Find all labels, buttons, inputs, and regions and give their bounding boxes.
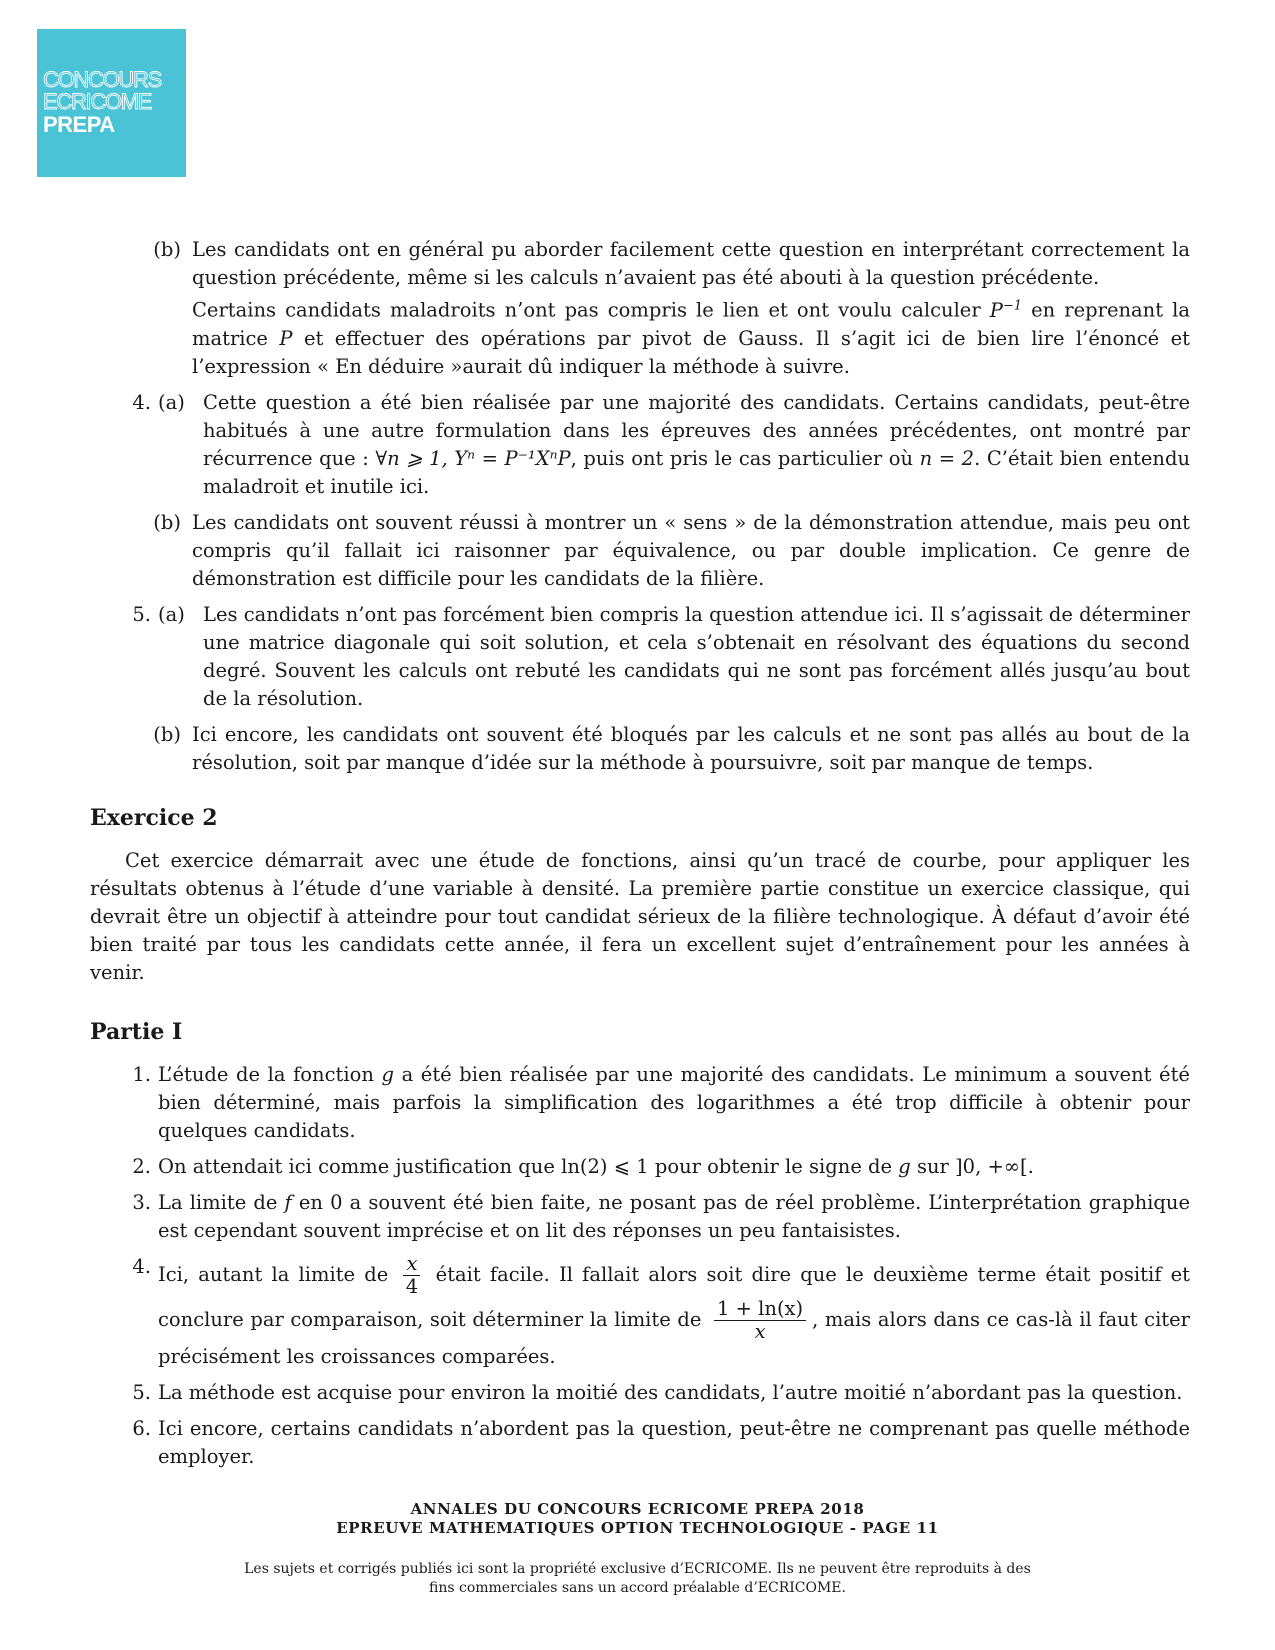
item-number: 4.	[132, 1254, 151, 1278]
item-number: 5.	[132, 1380, 151, 1404]
item-text: Ici encore, les candidats ont souvent été bloqués par les calculs et ne sont pas allés au bout de la résolution, soit par manque d’idée sur la méthode à poursuivre, soit par manque de temps.	[192, 722, 1190, 774]
math-p: P	[279, 326, 293, 350]
page-footer-title: ANNALES DU CONCOURS ECRICOME PREPA 2018 EPREUVE MATHEMATIQUES OPTION TECHNOLOGIQUE - PAGE 11	[336, 1500, 939, 1537]
math-recurrence: ∀n ⩾ 1, Yⁿ = P⁻¹XⁿP	[375, 446, 571, 470]
partie1-item-1: 1. L’étude de la fonction g a été bien réalisée par une majorité des candidats. Le minimum a souvent été bien déterminé, mais parfois la simplification des logarithmes a été trop difficile à obtenir pour quelques candidats.	[90, 1061, 1190, 1145]
question-3b: (b) Les candidats ont en général pu aborder facilement cette question en interprétant correctement la question précédente, même si les calculs n’avaient pas été abouti à la question précédente. Certains candidats maladroits n’ont pas compris le lien et ont voulu calculer $P^{-1}$ en reprenant la matrice P et effectuer des opérations par pivot de Gauss. Il s’agit ici de bien lire l’énoncé et l’expression « En déduire »aurait dû indiquer la méthode à suivre.	[90, 236, 1190, 381]
item-number: 5.	[132, 602, 151, 626]
logo-line-concours: CONCOURS	[43, 67, 161, 92]
logo-line-ecricome: ECRICOME	[43, 89, 152, 114]
item-label: (a)	[158, 390, 185, 414]
item-number: 4.	[132, 390, 151, 414]
partie1-item-2: 2. On attendait ici comme justification que ln(2) ⩽ 1 pour obtenir le signe de g sur ]0, +∞[.	[90, 1153, 1190, 1181]
item-label: (b)	[153, 238, 181, 261]
fraction-x-over-4: $\frac{x}{4}$	[403, 1253, 420, 1298]
exercice-2-intro: Cet exercice démarrait avec une étude de fonctions, ainsi qu’un tracé de courbe, pour appliquer les résultats obtenus à l’étude d’une variable à densité. La première partie constitue un exercice classique, qui devrait être un objectif à atteindre pour tout candidat sérieux de la filière technologique. À défaut d’avoir été bien traité par tous les candidats cette année, il fera un excellent sujet d’entraînement pour les années à venir.	[90, 848, 1190, 984]
item-number: 3.	[132, 1190, 151, 1214]
question-4b	[90, 509, 1190, 593]
item-label: (a)	[158, 602, 185, 626]
question-5a	[90, 601, 1190, 713]
fraction-ln: $\frac{1 + \ln(x)}{x}$	[714, 1298, 806, 1343]
partie1-item-4: 4. Ici, autant la limite de $\frac{x}{4}$ était facile. Il fallait alors soit dire que le deuxième terme était positif et conclure par comparaison, soit déterminer la limite de $\frac{1 + \ln(x)}{x}$ , mais alors dans ce cas-là il faut citer précisément les croissances comparées.	[90, 1253, 1190, 1371]
math-n2: n = 2	[919, 446, 975, 470]
item-label: (b)	[153, 722, 181, 746]
ecricome-logo	[37, 29, 186, 177]
logo-line-prepa: PREPA	[43, 112, 115, 137]
item-number: 2.	[132, 1154, 151, 1178]
page-footer-copyright: Les sujets et corrigés publiés ici sont la propriété exclusive d’ECRICOME. Ils ne peuvent être reproduits à des fins commerciales sans un accord préalable d’ECRICOME.	[244, 1561, 1031, 1596]
partie1-item-3: 3. La limite de f en 0 a souvent été bien faite, ne posant pas de réel problème. L’interprétation graphique est cependant souvent imprécise et on lit des réponses un peu fantaisistes.	[90, 1189, 1190, 1245]
item-text: Les candidats ont souvent réussi à montrer un « sens » de la démonstration attendue, mais peu ont compris qu’il fallait ici raisonner par équivalence, ou par double implication. Ce genre de démonstration est difficile pour les candidats de la filière.	[192, 510, 1190, 590]
math-p-inverse: $P^{-1}$	[989, 298, 1023, 322]
item-number: 1.	[132, 1062, 151, 1086]
item-text: Les candidats ont en général pu aborder facilement cette question en interprétant correctement la question précédente, même si les calculs n’avaient pas été abouti à la question précédente.	[192, 238, 1190, 289]
partie1-item-5: 5. La méthode est acquise pour environ la moitié des candidats, l’autre moitié n’abordant pas la question.	[90, 1379, 1190, 1407]
section-title-exercice-2: Exercice 2	[90, 804, 218, 831]
question-4a: 4. (a) Cette question a été bien réalisée par une majorité des candidats. Certains candidats, peut-être habitués à une autre formulation dans les épreuves des années précédentes, ont montré par récurrence que : ∀n ⩾ 1, Yⁿ = P⁻¹XⁿP, puis ont pris le cas particulier où n = 2. C’était bien entendu maladroit et inutile ici.	[90, 389, 1190, 501]
section-title-partie-1: Partie I	[90, 1018, 183, 1045]
partie1-item-6: 6. Ici encore, certains candidats n’abordent pas la question, peut-être ne comprenant pas quelle méthode employer.	[90, 1415, 1190, 1471]
item-number: 6.	[132, 1416, 151, 1440]
item-text: Les candidats n’ont pas forcément bien compris la question attendue ici. Il s’agissait de déterminer une matrice diagonale qui soit solution, et cela s’obtenait en résolvant des équations du second degré. Souvent les calculs ont rebuté les candidats qui ne sont pas forcément allés jusqu’au bout de la résolution.	[203, 602, 1190, 710]
question-5b	[90, 721, 1190, 777]
page-content	[90, 236, 1190, 1471]
item-label: (b)	[153, 510, 181, 534]
